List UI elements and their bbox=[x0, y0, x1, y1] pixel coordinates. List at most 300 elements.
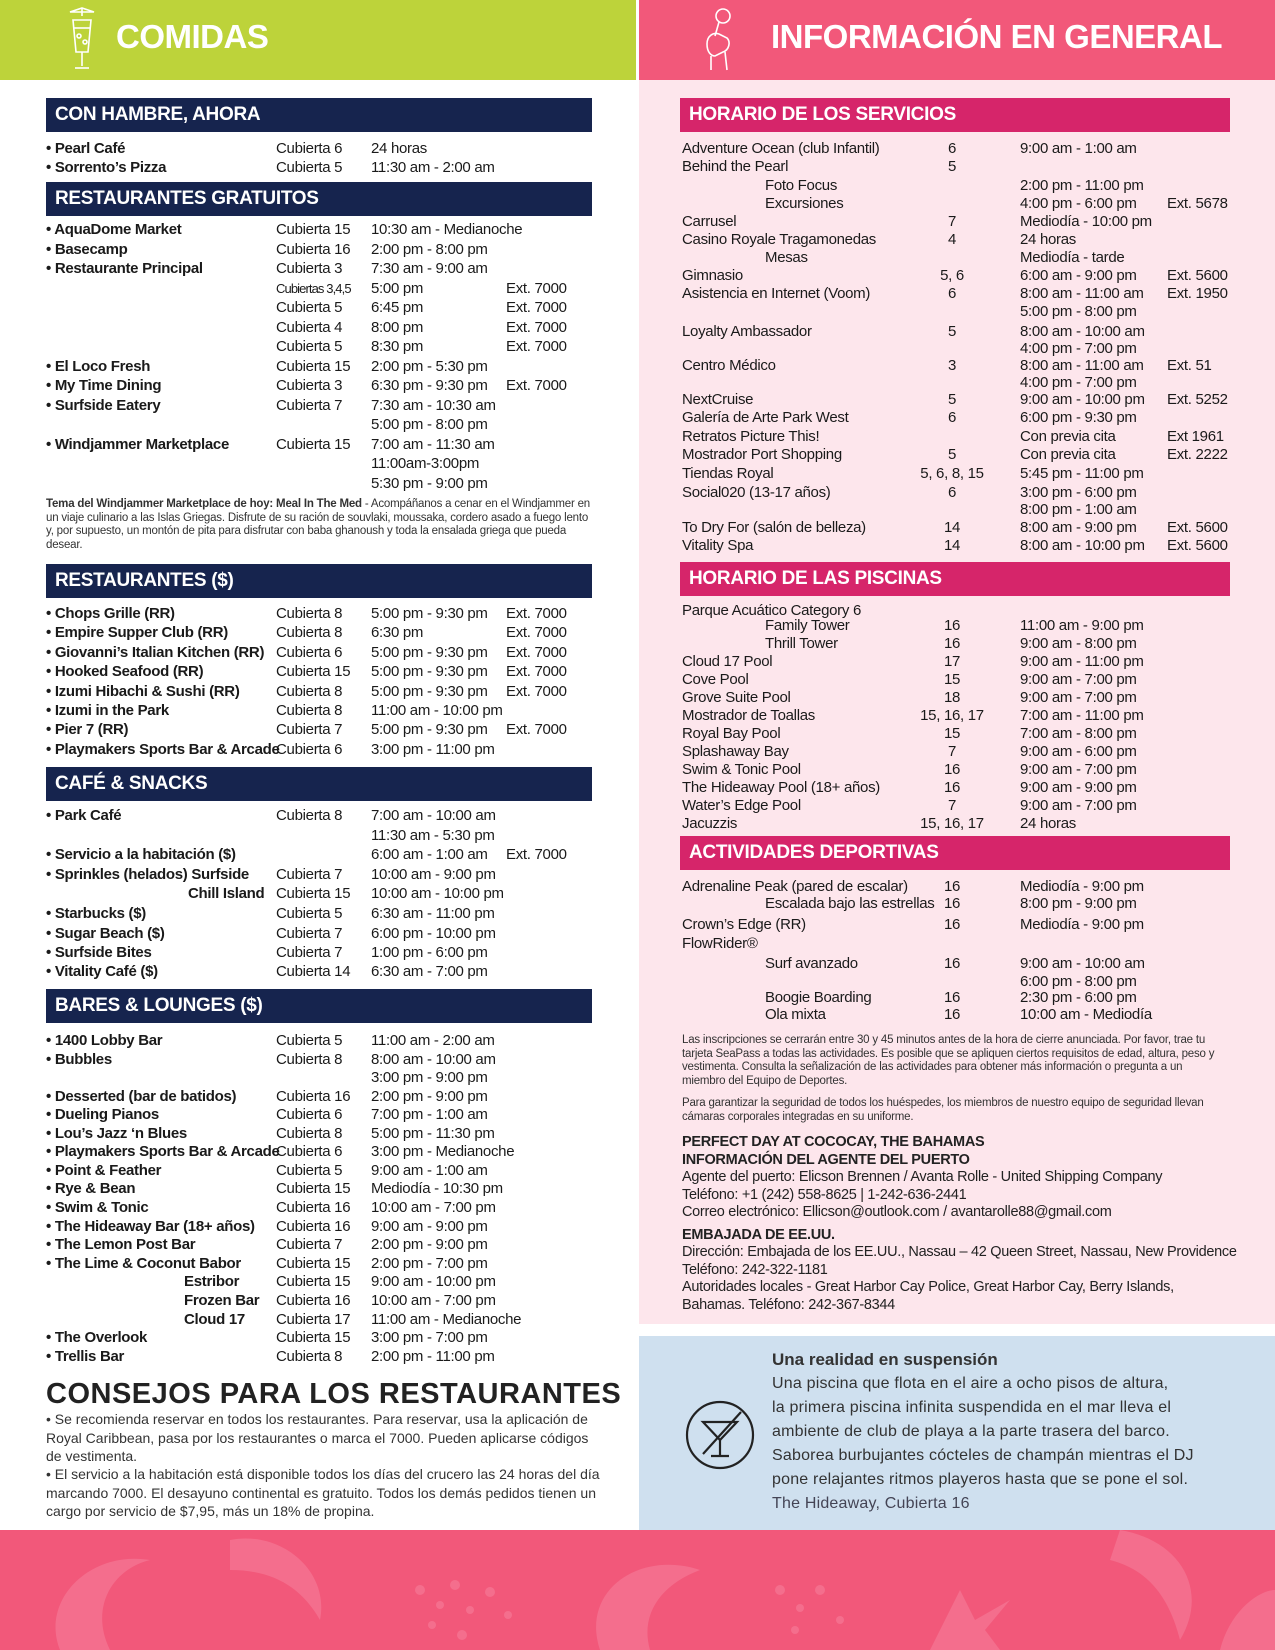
hours: 9:00 am - 9:00 pm bbox=[1020, 779, 1137, 796]
venue-name: • Vitality Café ($) bbox=[46, 963, 158, 980]
deck: Cubierta 7 bbox=[276, 944, 343, 961]
deck: Cubierta 5 bbox=[276, 299, 343, 316]
venue-name: • My Time Dining bbox=[46, 377, 162, 394]
hours: 3:00 pm - 6:00 pm bbox=[1020, 484, 1137, 501]
hours: 5:00 pm - 9:30 pm bbox=[371, 605, 488, 622]
port-heading: PERFECT DAY AT COCOCAY, THE BAHAMAS bbox=[682, 1134, 985, 1150]
hours: 2:00 pm - 5:30 pm bbox=[371, 358, 488, 375]
venue-name: Excursiones bbox=[765, 195, 844, 212]
venue-name: Thrill Tower bbox=[765, 635, 838, 652]
hours: 3:00 pm - 7:00 pm bbox=[371, 1329, 488, 1346]
hours: 5:00 pm - 9:30 pm bbox=[371, 663, 488, 681]
deck: 7 bbox=[947, 213, 957, 230]
hours: 8:00 pm - 1:00 am bbox=[1020, 501, 1137, 518]
extension: Ext. 2222 bbox=[1167, 446, 1228, 463]
venue-name: Asistencia en Internet (Voom) bbox=[682, 285, 871, 302]
hours: 9:00 am - 9:00 pm bbox=[371, 1218, 488, 1235]
hours: 9:00 am - 8:00 pm bbox=[1020, 635, 1137, 652]
deck: 16 bbox=[943, 989, 961, 1006]
hours: 11:30 am - 2:00 am bbox=[371, 159, 495, 176]
windjammer-theme-label: Tema del Windjammer Marketplace de hoy: Meal In The Med bbox=[46, 498, 362, 510]
extension: Ext. 7000 bbox=[506, 846, 567, 863]
extension: Ext. 7000 bbox=[506, 682, 567, 700]
cocktail-glass-icon bbox=[64, 6, 100, 74]
extension: Ext. 51 bbox=[1167, 357, 1212, 374]
deck: 6 bbox=[947, 409, 957, 426]
hours: Mediodía - tarde bbox=[1020, 249, 1125, 266]
deck: Cubierta 15 bbox=[276, 1329, 351, 1346]
section-actividades-deportivas: ACTIVIDADES DEPORTIVAS bbox=[680, 836, 1230, 870]
deck: Cubierta 16 bbox=[276, 1088, 351, 1105]
deck: Cubierta 6 bbox=[276, 1143, 343, 1160]
deck: Cubierta 15 bbox=[276, 1180, 351, 1197]
deck: Cubierta 15 bbox=[276, 1255, 351, 1272]
venue-name: To Dry For (salón de belleza) bbox=[682, 519, 866, 536]
hours: 6:30 pm bbox=[371, 624, 424, 642]
promo-description bbox=[772, 1372, 1194, 1492]
hours: 9:00 am - 11:00 pm bbox=[1020, 653, 1144, 670]
deck: Cubierta 15 bbox=[276, 436, 351, 453]
deck: 15 bbox=[943, 671, 961, 688]
hours: 8:00 am - 11:00 am bbox=[1020, 285, 1144, 302]
promo-line: la primera piscina infinita suspendida en el mar lleva el bbox=[772, 1399, 1172, 1416]
venue-name: • El Loco Fresh bbox=[46, 358, 151, 375]
deportes-note-security: Para garantizar la seguridad de todos los huéspedes, los miembros de nuestro equipo de seguridad llevan cámaras corporales integradas en su uniforme. bbox=[682, 1097, 1204, 1123]
venue-name: • Restaurante Principal bbox=[46, 260, 203, 277]
hours: 4:00 pm - 6:00 pm bbox=[1020, 195, 1137, 212]
deck: Cubierta 15 bbox=[276, 358, 351, 375]
deck: 14 bbox=[943, 519, 961, 536]
deck: 16 bbox=[943, 617, 961, 634]
deck: 18 bbox=[943, 689, 961, 706]
hours: 9:00 am - 7:00 pm bbox=[1020, 671, 1137, 688]
venue-name: • AquaDome Market bbox=[46, 221, 182, 238]
venue-name: • Sorrento’s Pizza bbox=[46, 159, 167, 176]
deck: Cubierta 6 bbox=[276, 740, 343, 758]
deck: 15, 16, 17 bbox=[920, 707, 984, 724]
extension: Ext. 5600 bbox=[1167, 519, 1228, 536]
hours: 8:00 am - 10:00 am bbox=[371, 1051, 496, 1068]
deck: 16 bbox=[943, 878, 961, 895]
deck: Cubierta 4 bbox=[276, 319, 343, 336]
venue-name: Mostrador Port Shopping bbox=[682, 446, 842, 463]
hours: 4:00 pm - 7:00 pm bbox=[1020, 340, 1137, 357]
hours: 6:00 am - 9:00 pm bbox=[1020, 267, 1137, 284]
venue-name: Social020 (13-17 años) bbox=[682, 484, 831, 501]
hours: 7:00 am - 8:00 pm bbox=[1020, 725, 1137, 742]
venue-name: • Park Café bbox=[46, 807, 122, 824]
venue-name: Family Tower bbox=[765, 617, 850, 634]
hours: 3:00 pm - 11:00 pm bbox=[371, 740, 495, 758]
venue-name: Frozen Bar bbox=[184, 1292, 260, 1309]
venue-name: Carrusel bbox=[682, 213, 737, 230]
venue-name: • Surfside Eatery bbox=[46, 397, 161, 414]
hours: 11:30 am - 5:30 pm bbox=[371, 827, 495, 844]
deck: 5 bbox=[947, 323, 957, 340]
deck: Cubierta 16 bbox=[276, 1199, 351, 1216]
venue-name: • Pearl Café bbox=[46, 140, 126, 157]
venue-name: • Lou’s Jazz ‘n Blues bbox=[46, 1125, 187, 1142]
hours: 6:30 am - 7:00 pm bbox=[371, 963, 488, 980]
extension: Ext. 7000 bbox=[506, 605, 567, 622]
hours: 24 horas bbox=[371, 140, 427, 157]
venue-name: • Chops Grille (RR) bbox=[46, 605, 175, 622]
section-restaurantes-gratuitos: RESTAURANTES GRATUITOS bbox=[46, 182, 592, 216]
deck: Cubierta 5 bbox=[276, 1162, 343, 1179]
hours: 2:00 pm - 9:00 pm bbox=[371, 1236, 488, 1253]
deck: Cubierta 5 bbox=[276, 338, 343, 355]
venue-name: Water’s Edge Pool bbox=[682, 797, 801, 814]
hours: 8:00 am - 10:00 pm bbox=[1020, 537, 1145, 554]
deck: 4 bbox=[947, 231, 957, 248]
venue-name: • The Lime & Coconut Babor bbox=[46, 1255, 241, 1272]
deck: Cubierta 16 bbox=[276, 1218, 351, 1235]
hours: 2:30 pm - 6:00 pm bbox=[1020, 989, 1137, 1006]
venue-name: • The Lemon Post Bar bbox=[46, 1236, 196, 1253]
hours: Mediodía - 10:00 pm bbox=[1020, 213, 1152, 230]
venue-name: • Giovanni’s Italian Kitchen (RR) bbox=[46, 643, 265, 661]
venue-name: Boogie Boarding bbox=[765, 989, 872, 1006]
hours: 9:00 am - 10:00 pm bbox=[371, 1273, 496, 1290]
deck: 14 bbox=[943, 537, 961, 554]
venue-name: Behind the Pearl bbox=[682, 158, 789, 175]
venue-name: • Empire Supper Club (RR) bbox=[46, 624, 228, 642]
hours: 6:30 pm - 9:30 pm bbox=[371, 377, 488, 394]
hours: Con previa cita bbox=[1020, 446, 1116, 463]
venue-name: Loyalty Ambassador bbox=[682, 323, 812, 340]
venue-name: • 1400 Lobby Bar bbox=[46, 1032, 163, 1049]
windjammer-theme-note bbox=[46, 498, 596, 552]
venue-name: • Point & Feather bbox=[46, 1162, 162, 1179]
comidas-header bbox=[0, 0, 636, 80]
hours: 8:00 am - 10:00 am bbox=[1020, 323, 1145, 340]
deck: Cubierta 3 bbox=[276, 377, 343, 394]
venue-name: • Starbucks ($) bbox=[46, 905, 146, 922]
deck: 15, 16, 17 bbox=[920, 815, 984, 832]
hours: 6:45 pm bbox=[371, 299, 424, 316]
section-horario-piscinas: HORARIO DE LAS PISCINAS bbox=[680, 562, 1230, 596]
deck: Cubierta 8 bbox=[276, 807, 343, 824]
venue-name: Parque Acuático Category 6 bbox=[682, 602, 861, 619]
hours: 9:00 am - 7:00 pm bbox=[1020, 689, 1137, 706]
extension: Ext. 7000 bbox=[506, 280, 567, 297]
section-con-hambre: CON HAMBRE, AHORA bbox=[46, 98, 592, 132]
venue-name: • Bubbles bbox=[46, 1051, 112, 1068]
venue-name: NextCruise bbox=[682, 391, 754, 408]
deck: 16 bbox=[943, 895, 961, 912]
hours: 5:00 pm bbox=[371, 280, 424, 297]
deck: Cubiertas 3,4,5 bbox=[276, 281, 351, 296]
hours: 9:00 am - 1:00 am bbox=[1020, 140, 1137, 157]
hours: 11:00am-3:00pm bbox=[371, 455, 480, 472]
venue-name: The Hideaway Pool (18+ años) bbox=[682, 779, 880, 796]
extension: Ext. 7000 bbox=[506, 721, 567, 739]
deck: Cubierta 8 bbox=[276, 1125, 343, 1142]
venue-name: Mesas bbox=[765, 249, 808, 266]
promo-line: Una piscina que flota en el aire a ocho pisos de altura, bbox=[772, 1375, 1169, 1392]
embassy-phone: Teléfono: 242-322-1181 bbox=[682, 1261, 828, 1278]
deck: 3 bbox=[947, 357, 957, 374]
section-horario-servicios: HORARIO DE LOS SERVICIOS bbox=[680, 98, 1230, 132]
promo-location: The Hideaway, Cubierta 16 bbox=[772, 1495, 970, 1512]
microphone-icon bbox=[701, 6, 741, 74]
hours: 5:30 pm - 9:00 pm bbox=[371, 475, 488, 492]
venue-name: • Swim & Tonic bbox=[46, 1199, 149, 1216]
venue-name: • Izumi Hibachi & Sushi (RR) bbox=[46, 682, 240, 700]
windjammer-theme-text: - Acompáñanos a cenar en el Windjammer en un viaje culinario a las Islas Griegas. Disfrute de su ración de souvlaki, moussaka, cordero asado a fuego lento y, por supuesto, un montón de pita para disfrutar con baba ghanoush y toda la ensalada griega que pueda desear. bbox=[46, 498, 590, 551]
deck: 5 bbox=[947, 391, 957, 408]
extension: Ext. 7000 bbox=[506, 377, 567, 394]
hours: 8:00 pm bbox=[371, 319, 424, 336]
hours: 8:00 am - 11:00 am bbox=[1020, 357, 1144, 374]
extension: Ext. 7000 bbox=[506, 338, 567, 355]
hours: 5:00 pm - 8:00 pm bbox=[371, 416, 488, 433]
deck: 5 bbox=[947, 446, 957, 463]
hours: 4:00 pm - 7:00 pm bbox=[1020, 374, 1137, 391]
deck: 7 bbox=[947, 743, 957, 760]
deck: 7 bbox=[947, 797, 957, 814]
deck: Cubierta 6 bbox=[276, 1106, 343, 1123]
hours: 2:00 pm - 11:00 pm bbox=[1020, 177, 1144, 194]
venue-name: • Hooked Seafood (RR) bbox=[46, 663, 204, 681]
comidas-title: COMIDAS bbox=[116, 18, 269, 55]
deck: Cubierta 7 bbox=[276, 866, 343, 883]
hours: Mediodía - 10:30 pm bbox=[371, 1180, 503, 1197]
promo-line: Saborea burbujantes cócteles de champán mientras el DJ bbox=[772, 1447, 1194, 1464]
deck: Cubierta 8 bbox=[276, 682, 343, 700]
venue-name: • The Hideaway Bar (18+ años) bbox=[46, 1218, 255, 1235]
deck: Cubierta 6 bbox=[276, 643, 343, 661]
no-cocktail-icon bbox=[683, 1398, 757, 1472]
venue-name: Cove Pool bbox=[682, 671, 749, 688]
venue-name: Adventure Ocean (club Infantil) bbox=[682, 140, 880, 157]
venue-name: • Trellis Bar bbox=[46, 1348, 125, 1365]
deck: 16 bbox=[943, 779, 961, 796]
deck: Cubierta 8 bbox=[276, 605, 343, 622]
deck: Cubierta 7 bbox=[276, 1236, 343, 1253]
hours: 10:00 am - Mediodía bbox=[1020, 1006, 1152, 1023]
venue-name: Mostrador de Toallas bbox=[682, 707, 815, 724]
venue-name: • Sugar Beach ($) bbox=[46, 925, 165, 942]
venue-name: Surf avanzado bbox=[765, 955, 858, 972]
venue-name: Jacuzzis bbox=[682, 815, 738, 832]
footer-pattern bbox=[0, 1530, 1275, 1650]
extension: Ext 1961 bbox=[1167, 428, 1224, 445]
hours: 6:00 pm - 9:30 pm bbox=[1020, 409, 1137, 426]
venue-name: • Desserted (bar de batidos) bbox=[46, 1088, 237, 1105]
hours: 7:00 am - 11:30 am bbox=[371, 436, 495, 453]
hours: 8:00 pm - 9:00 pm bbox=[1020, 895, 1137, 912]
hours: 9:00 am - 6:00 pm bbox=[1020, 743, 1137, 760]
deck: 5, 6 bbox=[940, 267, 964, 284]
venue-name: • Playmakers Sports Bar & Arcade bbox=[46, 1143, 280, 1160]
deck: 6 bbox=[947, 484, 957, 501]
extension: Ext. 7000 bbox=[506, 643, 567, 661]
hours: 3:00 pm - Medianoche bbox=[371, 1143, 515, 1160]
deck: Cubierta 14 bbox=[276, 963, 351, 980]
hours: 7:00 am - 10:00 am bbox=[371, 807, 496, 824]
hours: Con previa cita bbox=[1020, 428, 1116, 445]
extension: Ext. 5600 bbox=[1167, 267, 1228, 284]
hours: 6:00 am - 1:00 am bbox=[371, 846, 488, 863]
hours: 5:45 pm - 11:00 pm bbox=[1020, 465, 1144, 482]
venue-name: Ola mixta bbox=[765, 1006, 826, 1023]
deck: 6 bbox=[947, 140, 957, 157]
deck: Cubierta 5 bbox=[276, 1032, 343, 1049]
hours: Mediodía - 9:00 pm bbox=[1020, 878, 1144, 895]
hours: 7:00 am - 11:00 pm bbox=[1020, 707, 1144, 724]
extension: Ext. 5252 bbox=[1167, 391, 1228, 408]
consejos-title: CONSEJOS PARA LOS RESTAURANTES bbox=[46, 1378, 622, 1410]
deportes-note: Las inscripciones se cerrarán entre 30 y 45 minutos antes de la hora de cierre anunciada. Por favor, trae tu tarjeta SeaPass a todas las actividades. Es posible que se apliquen ciertos requisitos de edad, altura, peso y vestimenta. Consulta la señalización de las actividades para obtener más información o pregunta a un miembro del Equipo de Deportes. bbox=[682, 1034, 1215, 1087]
hours: 11:00 am - 9:00 pm bbox=[1020, 617, 1144, 634]
deck: 16 bbox=[943, 916, 961, 933]
venue-name: Swim & Tonic Pool bbox=[682, 761, 801, 778]
extension: Ext. 5678 bbox=[1167, 195, 1228, 212]
port-subheading: INFORMACIÓN DEL AGENTE DEL PUERTO bbox=[682, 1151, 970, 1168]
embassy-address: Dirección: Embajada de los EE.UU., Nassau – 42 Queen Street, Nassau, New Providence bbox=[682, 1244, 1237, 1260]
deck: 16 bbox=[943, 1006, 961, 1023]
deck: Cubierta 7 bbox=[276, 925, 343, 942]
hours: 1:00 pm - 6:00 pm bbox=[371, 944, 488, 961]
informacion-title: INFORMACIÓN EN GENERAL bbox=[771, 18, 1222, 55]
local-authorities: Autoridades locales - Great Harbor Cay Police, Great Harbor Cay, Berry Islands, bbox=[682, 1279, 1174, 1295]
deck: Cubierta 15 bbox=[276, 1273, 351, 1290]
hours: 11:00 am - 2:00 am bbox=[371, 1032, 495, 1049]
hours: 6:30 am - 11:00 pm bbox=[371, 905, 495, 922]
venue-name: Gimnasio bbox=[682, 267, 743, 284]
venue-name: Escalada bajo las estrellas bbox=[765, 895, 935, 912]
hours: 5:00 pm - 9:30 pm bbox=[371, 682, 488, 700]
venue-name: • Basecamp bbox=[46, 241, 128, 258]
deck: Cubierta 17 bbox=[276, 1311, 351, 1328]
hours: 7:30 am - 10:30 am bbox=[371, 397, 496, 414]
deck: Cubierta 16 bbox=[276, 1292, 351, 1309]
section-restaurantes-pagados: RESTAURANTES ($) bbox=[46, 564, 592, 598]
venue-name: Vitality Spa bbox=[682, 537, 754, 554]
hours: 5:00 pm - 9:30 pm bbox=[371, 643, 488, 661]
venue-name: Foto Focus bbox=[765, 177, 838, 194]
port-email: Correo electrónico: Ellicson@outlook.com / avantarolle88@gmail.com bbox=[682, 1204, 1112, 1220]
port-phone: Teléfono: +1 (242) 558-8625 | 1-242-636-2441 bbox=[682, 1186, 967, 1203]
venue-name: Centro Médico bbox=[682, 357, 776, 374]
hours: 2:00 pm - 11:00 pm bbox=[371, 1348, 495, 1365]
decorative-footer bbox=[0, 1530, 1275, 1650]
promo-title: Una realidad en suspensión bbox=[772, 1350, 998, 1369]
deck: Cubierta 3 bbox=[276, 260, 343, 277]
hours: 2:00 pm - 7:00 pm bbox=[371, 1255, 488, 1272]
venue-name: • Pier 7 (RR) bbox=[46, 721, 129, 739]
hours: 10:30 am - Medianoche bbox=[371, 221, 523, 238]
venue-name: Galería de Arte Park West bbox=[682, 409, 849, 426]
consejos-p1: • Se recomienda reservar en todos los restaurantes. Para reservar, usa la aplicación de Royal Caribbean, pasa por los restaurantes o marca el 7000. Pueden aplicarse códigos de vestimenta. bbox=[46, 1411, 589, 1464]
venue-name: Chill Island bbox=[188, 885, 265, 902]
deck: Cubierta 6 bbox=[276, 140, 343, 157]
hours: 10:00 am - 9:00 pm bbox=[371, 866, 496, 883]
deck: 16 bbox=[943, 761, 961, 778]
informacion-header bbox=[639, 0, 1275, 80]
section-cafe-snacks: CAFÉ & SNACKS bbox=[46, 767, 592, 801]
deck: 15 bbox=[943, 725, 961, 742]
consejos-p2: • El servicio a la habitación está disponible todos los días del crucero las 24 horas del día marcando 7000. El desayuno continental es gratuito. Todos los demás pedidos tienen un cargo por servicio de $7,95, más un 18% de propina. bbox=[46, 1466, 600, 1519]
hours: 5:00 pm - 11:30 pm bbox=[371, 1125, 495, 1142]
deck: 5, 6, 8, 15 bbox=[920, 465, 984, 482]
venue-name: Cloud 17 bbox=[184, 1311, 245, 1328]
venue-name: • Izumi in the Park bbox=[46, 702, 169, 719]
venue-name: • Sprinkles (helados) Surfside bbox=[46, 866, 249, 883]
hours: 6:00 pm - 10:00 pm bbox=[371, 925, 496, 942]
deck: Cubierta 8 bbox=[276, 702, 343, 719]
venue-name: • Dueling Pianos bbox=[46, 1106, 159, 1123]
hours: 5:00 pm - 9:30 pm bbox=[371, 721, 488, 739]
deck: Cubierta 7 bbox=[276, 397, 343, 414]
hours: 9:00 am - 10:00 am bbox=[1020, 955, 1145, 972]
hours: 3:00 pm - 9:00 pm bbox=[371, 1069, 488, 1086]
extension: Ext. 7000 bbox=[506, 299, 567, 316]
deck: Cubierta 8 bbox=[276, 1348, 343, 1365]
venue-name: • Servicio a la habitación ($) bbox=[46, 846, 236, 863]
hours: 9:00 am - 10:00 pm bbox=[1020, 391, 1145, 408]
local-authorities-phone: Bahamas. Teléfono: 242-367-8344 bbox=[682, 1296, 895, 1313]
extension: Ext. 1950 bbox=[1167, 285, 1228, 302]
hours: 11:00 am - 10:00 pm bbox=[371, 702, 503, 719]
port-agent: Agente del puerto: Elicson Brennen / Avanta Rolle - United Shipping Company bbox=[682, 1169, 1163, 1185]
venue-name: • The Overlook bbox=[46, 1329, 148, 1346]
venue-name: Crown’s Edge (RR) bbox=[682, 916, 806, 933]
deck: Cubierta 16 bbox=[276, 241, 351, 258]
venue-name: FlowRider® bbox=[682, 935, 758, 952]
deck: Cubierta 8 bbox=[276, 1051, 343, 1068]
hours: 8:30 pm bbox=[371, 338, 424, 355]
hours: 24 horas bbox=[1020, 231, 1076, 248]
deck: Cubierta 5 bbox=[276, 159, 343, 176]
extension: Ext. 7000 bbox=[506, 624, 567, 642]
promo-line: ambiente de club de playa a la parte trasera del barco. bbox=[772, 1423, 1170, 1440]
hours: 7:30 am - 9:00 am bbox=[371, 260, 488, 277]
deck: 17 bbox=[943, 653, 961, 670]
hours: 7:00 pm - 1:00 am bbox=[371, 1106, 488, 1123]
deck: 16 bbox=[943, 955, 961, 972]
deck: Cubierta 5 bbox=[276, 905, 343, 922]
hours: 9:00 am - 7:00 pm bbox=[1020, 797, 1137, 814]
hours: 10:00 am - 10:00 pm bbox=[371, 885, 504, 902]
venue-name: Tiendas Royal bbox=[682, 465, 774, 482]
hours: 2:00 pm - 8:00 pm bbox=[371, 241, 488, 258]
hours: 10:00 am - 7:00 pm bbox=[371, 1292, 496, 1309]
promo-line: pone relajantes ritmos playeros hasta que se pone el sol. bbox=[772, 1471, 1189, 1488]
section-bares-lounges: BARES & LOUNGES ($) bbox=[46, 989, 592, 1023]
venue-name: Royal Bay Pool bbox=[682, 725, 781, 742]
hours: 9:00 am - 1:00 am bbox=[371, 1162, 488, 1179]
port-agent-info bbox=[682, 1134, 1237, 1314]
embassy-heading: EMBAJADA DE EE.UU. bbox=[682, 1226, 835, 1243]
deck: Cubierta 8 bbox=[276, 624, 343, 642]
venue-name: • Windjammer Marketplace bbox=[46, 436, 229, 453]
deck: Cubierta 7 bbox=[276, 721, 343, 739]
venue-name: • Playmakers Sports Bar & Arcade bbox=[46, 740, 280, 758]
venue-name: Splashaway Bay bbox=[682, 743, 789, 760]
deck: Cubierta 15 bbox=[276, 885, 351, 902]
venue-name: Grove Suite Pool bbox=[682, 689, 791, 706]
venue-name: • Rye & Bean bbox=[46, 1180, 136, 1197]
venue-name: Adrenaline Peak (pared de escalar) bbox=[682, 878, 908, 895]
venue-name: • Surfside Bites bbox=[46, 944, 152, 961]
venue-name: Casino Royale Tragamonedas bbox=[682, 231, 876, 248]
hours: 2:00 pm - 9:00 pm bbox=[371, 1088, 488, 1105]
hours: Mediodía - 9:00 pm bbox=[1020, 916, 1144, 933]
hours: 8:00 am - 9:00 pm bbox=[1020, 519, 1137, 536]
hours: 10:00 am - 7:00 pm bbox=[371, 1199, 496, 1216]
